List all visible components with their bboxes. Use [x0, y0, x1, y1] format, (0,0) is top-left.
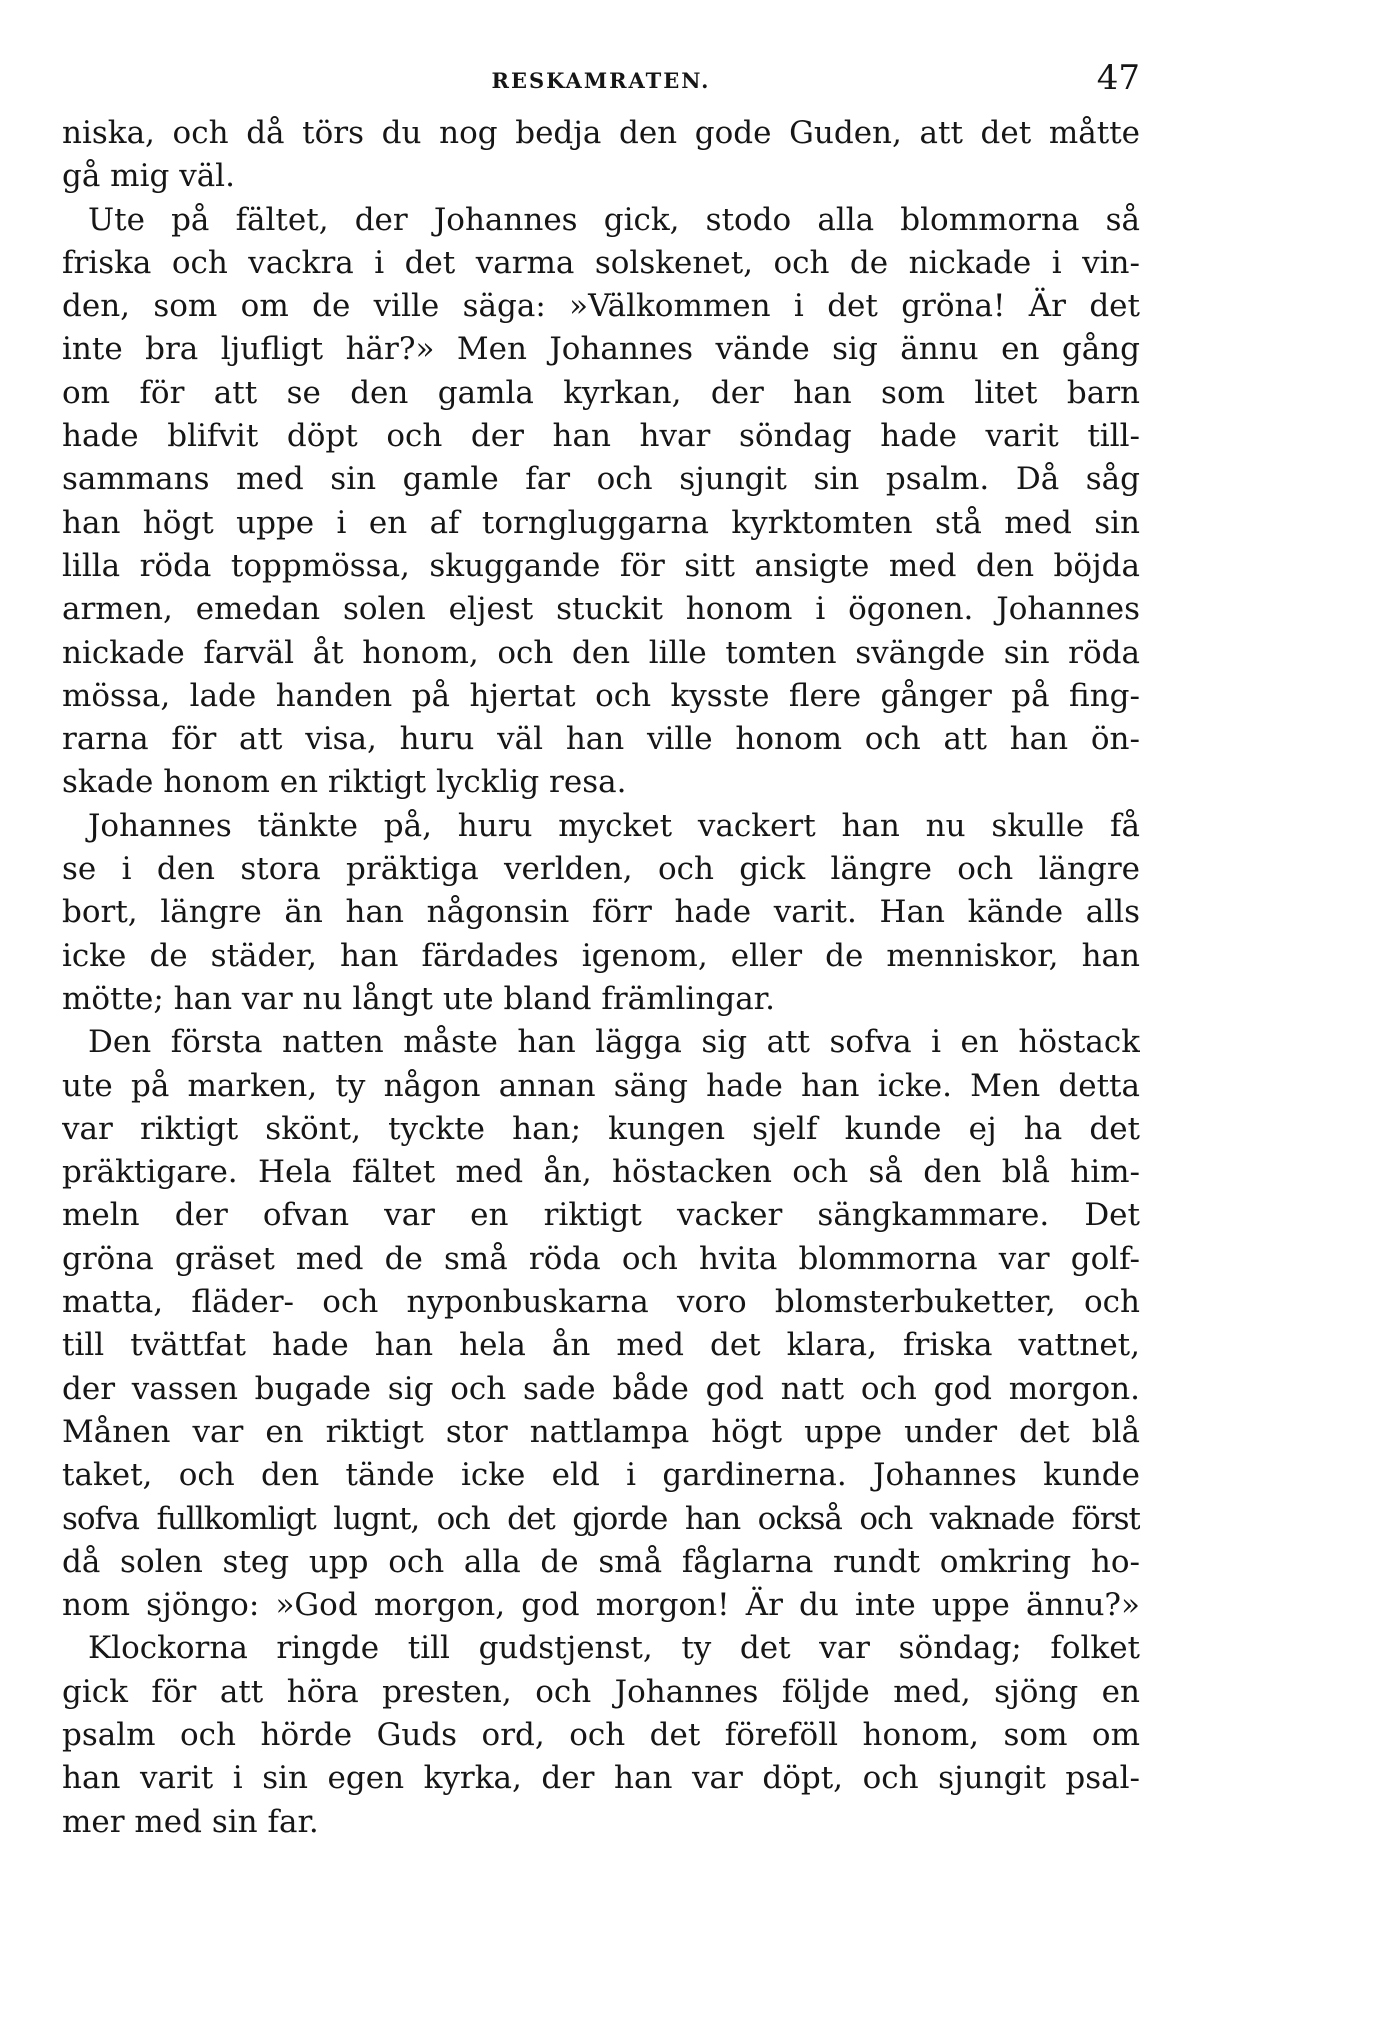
text-line: nom sjöngo: »God morgon, god morgon! Är du inte uppe ännu?» [62, 1587, 1140, 1624]
text-line: mer med sin far. [62, 1803, 319, 1840]
text-line: sammans med sin gamle far och sjungit sin psalm. Då såg [62, 461, 1140, 498]
running-head [62, 58, 1140, 98]
running-title: RESKAMRATEN. [491, 68, 711, 93]
text-line: matta, fläder- och nyponbuskarna voro blomsterbuketter, och [62, 1284, 1140, 1321]
text-line: meln der ofvan var en riktigt vacker sängkammare. Det [62, 1197, 1140, 1234]
text-line: se i den stora präktiga verlden, och gick längre och längre [62, 851, 1140, 888]
text-line: om för att se den gamla kyrkan, der han som litet barn [62, 374, 1140, 411]
text-line: gröna gräset med de små röda och hvita blommorna var golf- [62, 1240, 1140, 1277]
text-line: rarna för att visa, huru väl han ville honom och att han ön- [62, 721, 1140, 758]
text-line: gick för att höra presten, och Johannes följde med, sjöng en [62, 1673, 1140, 1710]
text-line: hade blifvit döpt och der han hvar söndag hade varit till- [62, 418, 1140, 455]
text-line: den, som om de ville säga: »Välkommen i det gröna! Är det [62, 288, 1140, 325]
text-line: bort, längre än han någonsin förr hade varit. Han kände alls [62, 894, 1140, 931]
text-line: Månen var en riktigt stor nattlampa högt uppe under det blå [62, 1413, 1140, 1450]
text-line: nickade farväl åt honom, och den lille tomten svängde sin röda [62, 634, 1140, 671]
text-line: Johannes tänkte på, huru mycket vackert han nu skulle få [88, 807, 1140, 844]
text-line: Den första natten måste han lägga sig att sofva i en höstack [88, 1024, 1140, 1061]
page-number: 47 [1096, 58, 1140, 98]
text-line: präktigare. Hela fältet med ån, höstacken och så den blå him- [62, 1154, 1140, 1191]
text-line: der vassen bugade sig och sade både god natt och god morgon. [62, 1370, 1140, 1407]
text-line: mössa, lade handen på hjertat och kysste flere gånger på fing- [62, 677, 1140, 714]
body-text [62, 112, 1140, 1844]
text-line: sofva fullkomligt lugnt, och det gjorde han också och vaknade först [62, 1500, 1140, 1537]
text-line: ute på marken, ty någon annan säng hade han icke. Men detta [62, 1067, 1140, 1104]
text-line: taket, och den tände icke eld i gardinerna. Johannes kunde [62, 1457, 1140, 1494]
text-line: niska, och då törs du nog bedja den gode Guden, att det måtte [62, 115, 1140, 151]
text-line: mötte; han var nu långt ute bland främlingar. [62, 980, 775, 1017]
text-line: armen, emedan solen eljest stuckit honom i ögonen. Johannes [62, 591, 1140, 628]
text-line: gå mig väl. [62, 158, 235, 195]
text-line: friska och vackra i det varma solskenet, och de nickade i vin- [62, 244, 1140, 281]
text-line: psalm och hörde Guds ord, och det föreföll honom, som om [62, 1716, 1140, 1753]
text-line: var riktigt skönt, tyckte han; kungen sjelf kunde ej ha det [62, 1110, 1140, 1147]
text-line: lilla röda toppmössa, skuggande för sitt ansigte med den böjda [62, 547, 1140, 584]
text-line: han högt uppe i en af torngluggarna kyrktomten stå med sin [62, 504, 1140, 541]
text-line: inte bra ljufligt här?» Men Johannes vände sig ännu en gång [62, 331, 1140, 368]
text-line: icke de städer, han färdades igenom, eller de menniskor, han [62, 937, 1140, 974]
text-line: han varit i sin egen kyrka, der han var döpt, och sjungit psal- [62, 1760, 1140, 1797]
text-line: skade honom en riktigt lycklig resa. [62, 764, 627, 801]
text-line: Ute på fältet, der Johannes gick, stodo alla blommorna så [88, 201, 1140, 238]
text-line: Klockorna ringde till gudstjenst, ty det var söndag; folket [88, 1630, 1140, 1667]
text-line: då solen steg upp och alla de små fåglarna rundt omkring ho- [62, 1543, 1140, 1580]
text-line: till tvättfat hade han hela ån med det klara, friska vattnet, [62, 1327, 1140, 1364]
